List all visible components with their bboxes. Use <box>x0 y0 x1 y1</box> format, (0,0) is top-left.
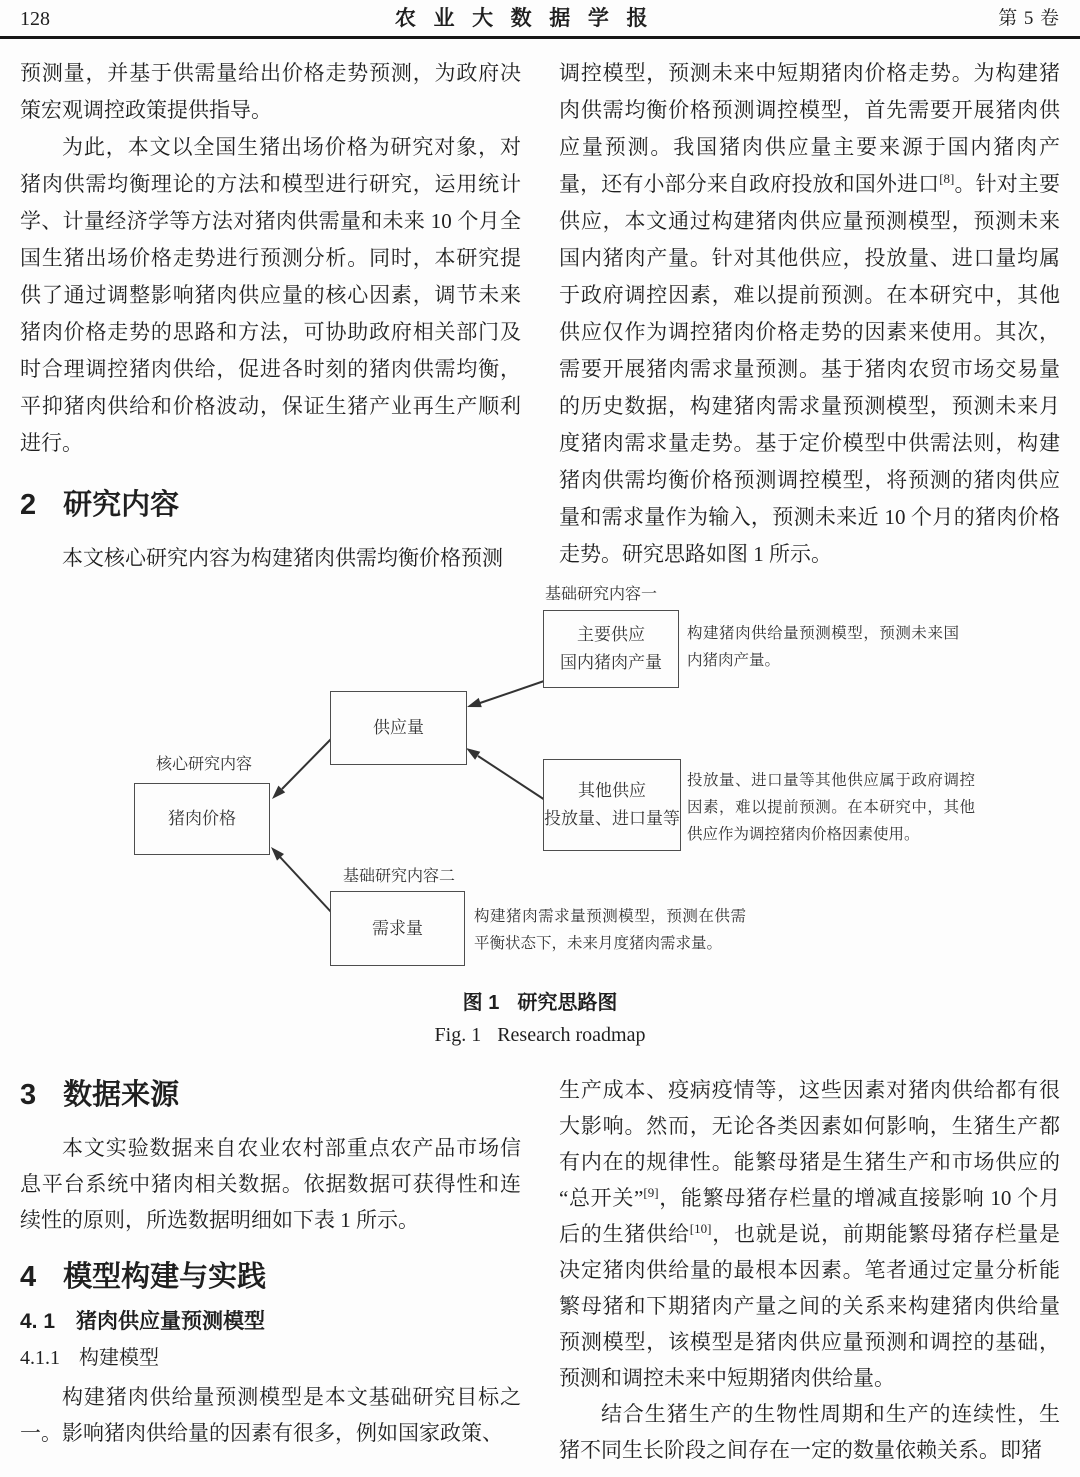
box-main-supply-line2: 国内猪肉产量 <box>560 653 662 672</box>
paragraph <box>559 1072 1060 1396</box>
box-other-supply <box>543 759 681 851</box>
page-number: 128 <box>20 8 50 30</box>
text-run: ，也就是说，前期能繁母猪存栏量是决定猪肉供给量的最根本因素。笔者通过定量分析能繁母猪和下期猪肉产量之间的关系来构建猪肉供给量预测模型，该模型是猪肉供应量预测和调控的基础，预测和调控未来中短期猪肉供给量。 <box>559 1222 1061 1390</box>
paragraph: 为此，本文以全国生猪出场价格为研究对象，对猪肉供需均衡理论的方法和模型进行研究，运用统计学、计量经济学等方法对猪肉供需量和未来 10 个月全国生猪出场价格走势进行预测分析。同时，本研究提供了通过调整影响猪肉供应量的核心因素，调节未来猪肉价格走势的思路和方法，可协助政府相关部门及时合理调控猪肉供给，促进各时刻的猪肉供需均衡，平抑猪肉供给和价格波动，保证生猪产业再生产顺利进行。 <box>20 135 521 455</box>
figure-1 <box>0 583 1080 1050</box>
section-heading-4 <box>20 1258 521 1296</box>
intro-right-column <box>559 55 1060 577</box>
subsection-title: 构建模型 <box>79 1347 159 1369</box>
label-core-research: 核心研究内容 <box>156 756 253 773</box>
body-left-column <box>20 1066 521 1468</box>
section-heading-3 <box>20 1076 521 1114</box>
section-title: 数据来源 <box>63 1079 180 1111</box>
arrow-other-supply-to-supply <box>466 748 545 800</box>
text-run: 生产成本、疫病疫情等，这些因素对猪肉供给都有很大影响。然而，无论各类因素如何影响，生猪生产都有内在的规律性。能繁母猪是生猪生产和市场供应的“总开关” <box>559 1078 1060 1210</box>
figure-caption-en-title: Research roadmap <box>497 1024 646 1046</box>
subsection-title: 猪肉供应量预测模型 <box>76 1310 266 1333</box>
box-main-supply <box>543 610 679 688</box>
arrow-demand-to-price <box>271 847 332 913</box>
intro-columns <box>0 39 1080 577</box>
paragraph: 本文实验数据来自农业农村部重点农产品市场信息平台系统中猪肉相关数据。依据数据可获得性和连续性的原则，所选数据明细如下表 1 所示。 <box>20 1136 521 1232</box>
body-columns <box>0 1050 1080 1468</box>
box-pork-price <box>134 783 270 855</box>
section-title: 研究内容 <box>63 489 180 521</box>
subsection-number: 4. 1 <box>20 1310 56 1333</box>
box-main-supply-line1: 主要供应 <box>577 625 645 644</box>
page-header <box>0 0 1080 39</box>
figure-caption-cn-title: 研究思路图 <box>517 992 618 1014</box>
subsection-number: 4.1.1 <box>20 1347 60 1369</box>
label-basic-research-2: 基础研究内容二 <box>343 868 456 885</box>
figure-caption-cn <box>0 989 1080 1017</box>
section-title: 模型构建与实践 <box>63 1261 267 1293</box>
annotation-demand: 构建猪肉需求量预测模型，预测在供需平衡状态下，未来月度猪肉需求量。 <box>474 908 746 952</box>
subsection-heading-4-1-1 <box>20 1343 521 1373</box>
paragraph: 结合生猪生产的生物性周期和生产的连续性，生猪不同生长阶段之间存在一定的数量依赖关系。即猪 <box>559 1402 1060 1462</box>
text-run: 。针对主要供应，本文通过构建猪肉供应量预测模型，预测未来国内猪肉产量。针对其他供应，投放量、进口量均属于政府调控因素，难以提前预测。在本研究中，其他供应仅作为调控猪肉价格走势的因素来使用。其次，需要开展猪肉需求量预测。基于猪肉农贸市场交易量的历史数据，构建猪肉需求量预测模型，预测未来月度猪肉需求量走势。基于定价模型中供需法则，构建猪肉供需均衡价格预测调控模型，将预测的猪肉供应量和需求量作为输入，预测未来近 10 个月的猪肉价格走势。研究思路如图 1 所示。 <box>559 172 1061 566</box>
volume-label: 第 5 卷 <box>998 8 1060 29</box>
box-other-supply-line2: 投放量、进口量等 <box>544 809 680 828</box>
text-run: 调控模型，预测未来中短期猪肉价格走势。为构建猪肉供需均衡价格预测调控模型，首先需要开展猪肉供应量预测。我国猪肉供应量主要来源于国内猪肉产量，还有小部分来自政府投放和国外进口 <box>559 61 1060 196</box>
citation-ref-8: [8] <box>939 171 955 186</box>
intro-left-column <box>20 55 521 577</box>
paragraph: 预测量，并基于供需量给出价格走势预测，为政府决策宏观调控政策提供指导。 <box>20 61 521 122</box>
section-number: 4 <box>20 1261 37 1293</box>
research-roadmap-diagram <box>0 583 1080 983</box>
figure-caption-cn-label: 图 1 <box>462 992 500 1014</box>
text-run: ，能繁母猪存栏量的增减直接影响 10 个月后的生猪供给 <box>559 1186 1060 1246</box>
section-heading-2 <box>20 486 521 524</box>
section-number: 2 <box>20 489 37 521</box>
arrow-supply-to-price <box>272 738 332 799</box>
box-supply-label: 供应量 <box>373 718 424 737</box>
citation-ref-10: [10] <box>689 1221 712 1236</box>
box-pork-price-label: 猪肉价格 <box>168 809 236 828</box>
journal-title: 农 业 大 数 据 学 报 <box>394 7 654 30</box>
box-demand-label: 需求量 <box>372 918 423 938</box>
annotation-main-supply: 构建猪肉供给量预测模型，预测未来国内猪肉产量。 <box>687 625 959 669</box>
box-supply <box>330 691 467 765</box>
arrow-main-supply-to-supply <box>467 680 547 707</box>
figure-caption-en <box>0 1020 1080 1050</box>
box-other-supply-line1: 其他供应 <box>578 781 646 800</box>
body-right-column <box>559 1066 1060 1468</box>
paragraph: 构建猪肉供给量预测模型是本文基础研究目标之一。影响猪肉供给量的因素有很多，例如国家政策、 <box>20 1385 521 1445</box>
subsection-heading-4-1 <box>20 1306 521 1337</box>
label-basic-research-1: 基础研究内容一 <box>545 586 658 603</box>
box-demand <box>330 891 465 966</box>
figure-caption-en-label: Fig. 1 <box>434 1024 482 1046</box>
annotation-other-supply: 投放量、进口量等其他供应属于政府调控因素，难以提前预测。在本研究中，其他供应作为调控猪肉价格因素使用。 <box>687 772 975 843</box>
paragraph: 本文核心研究内容为构建猪肉供需均衡价格预测 <box>62 546 503 570</box>
section-number: 3 <box>20 1079 37 1111</box>
paragraph <box>559 55 1060 573</box>
citation-ref-9: [9] <box>643 1185 659 1200</box>
